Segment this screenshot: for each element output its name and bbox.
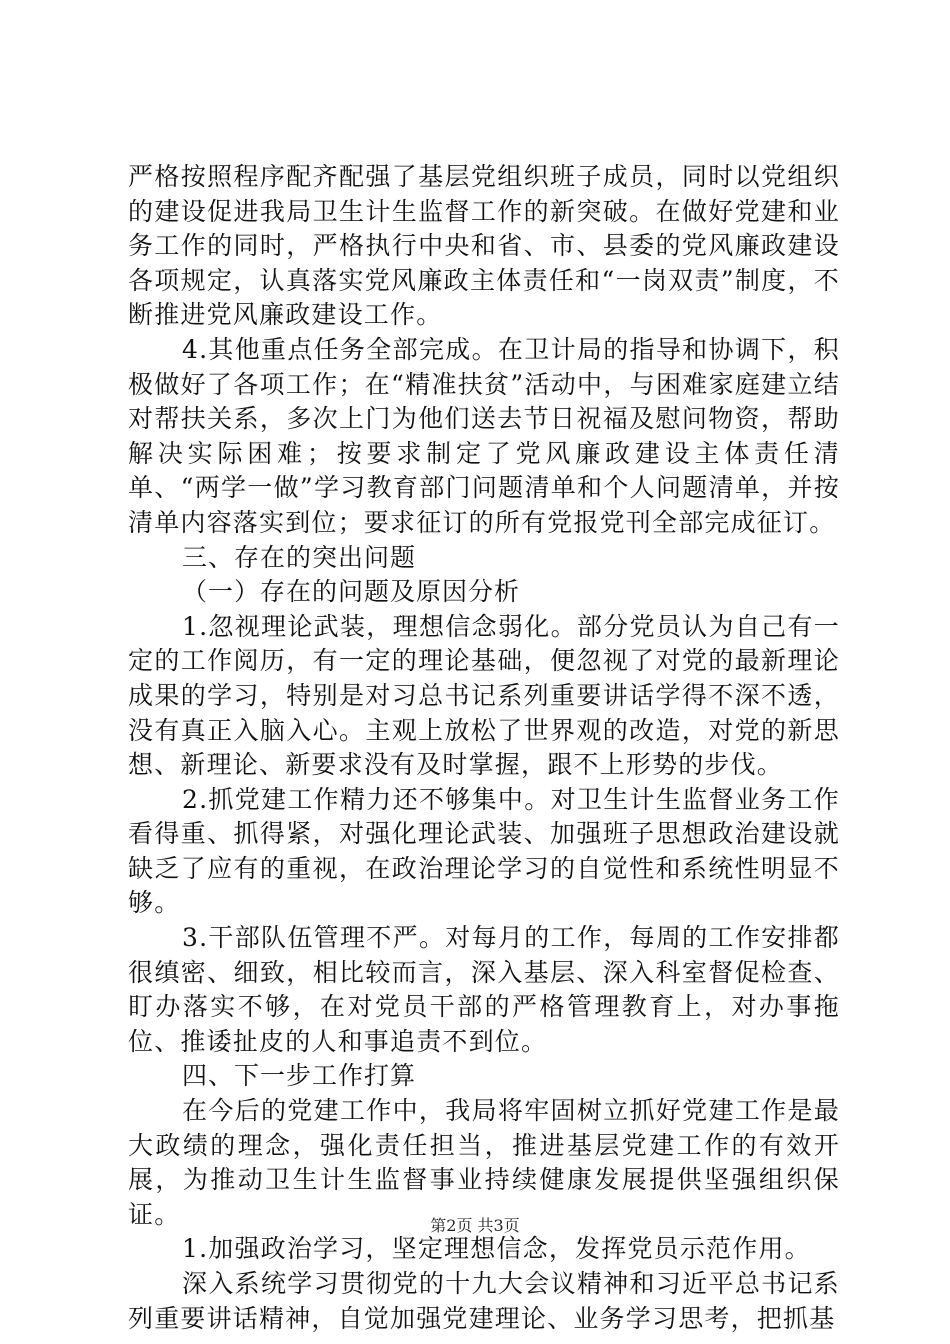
- document-body: [128, 160, 840, 1336]
- subsection-heading-analysis: （一）存在的问题及原因分析: [182, 577, 521, 607]
- paragraph-other-tasks: 4.其他重点任务全部完成。在卫计局的指导和协调下，积极做好了各项工作；在“精准扶贫”活动中，与困难家庭建立结对帮扶关系，多次上门为他们送去节日祝福及慰问物资，帮助解决实际困难；按要求制定了党风廉政建设主体责任清单、“两学一做”学习教育部门问题清单和个人问题清单，并按清单内容落实到位；要求征订的所有党报党刊全部完成征订。: [128, 334, 840, 537]
- paragraph-next-steps-intro: 在今后的党建工作中，我局将牢固树立抓好党建工作是最大政绩的理念，强化责任担当，推进基层党建工作的有效开展，为推动卫生计生监督事业持续健康发展提供坚强组织保证。: [128, 1096, 840, 1229]
- section-heading-problems: 三、存在的突出问题: [182, 542, 417, 572]
- paragraph-problem-3: 3.干部队伍管理不严。对每月的工作，每周的工作安排都很缜密、细致，相比较而言，深入基层、深入科室督促检查、盯办落实不够，在对党员干部的严格管理教育上，对办事拖位、推诿扯皮的人和事追责不到位。: [128, 923, 840, 1056]
- section-heading-next-steps: 四、下一步工作打算: [182, 1061, 417, 1091]
- paragraph-plan-1-body: 深入系统学习贯彻党的十九大会议精神和习近平总书记系列重要讲话精神，自觉加强党建理论、业务学习思考，把抓基: [128, 1269, 840, 1333]
- paragraph-plan-1-title: 1.加强政治学习，坚定理想信念，发挥党员示范作用。: [182, 1234, 811, 1264]
- paragraph-party-organization: 严格按照程序配齐配强了基层党组织班子成员，同时以党组织的建设促进我局卫生计生监督工作的新突破。在做好党建和业务工作的同时，严格执行中央和省、市、县委的党风廉政建设各项规定，认真落实党风廉政主体责任和“一岗双责”制度，不断推进党风廉政建设工作。: [128, 162, 840, 330]
- paragraph-problem-2: 2.抓党建工作精力还不够集中。对卫生计生监督业务工作看得重、抓得紧，对强化理论武装、加强班子思想政治建设就缺乏了应有的重视，在政治理论学习的自觉性和系统性明显不够。: [128, 784, 840, 918]
- page-number-footer: 第2页 共3页: [430, 1216, 520, 1235]
- paragraph-problem-1: 1.忽视理论武装，理想信念弱化。部分党员认为自己有一定的工作阅历，有一定的理论基础，便忽视了对党的最新理论成果的学习，特别是对习总书记系列重要讲话学得不深不透，没有真正入脑入心。主观上放松了世界观的改造，对党的新思想、新理论、新要求没有及时掌握，跟不上形势的步伐。: [128, 611, 840, 780]
